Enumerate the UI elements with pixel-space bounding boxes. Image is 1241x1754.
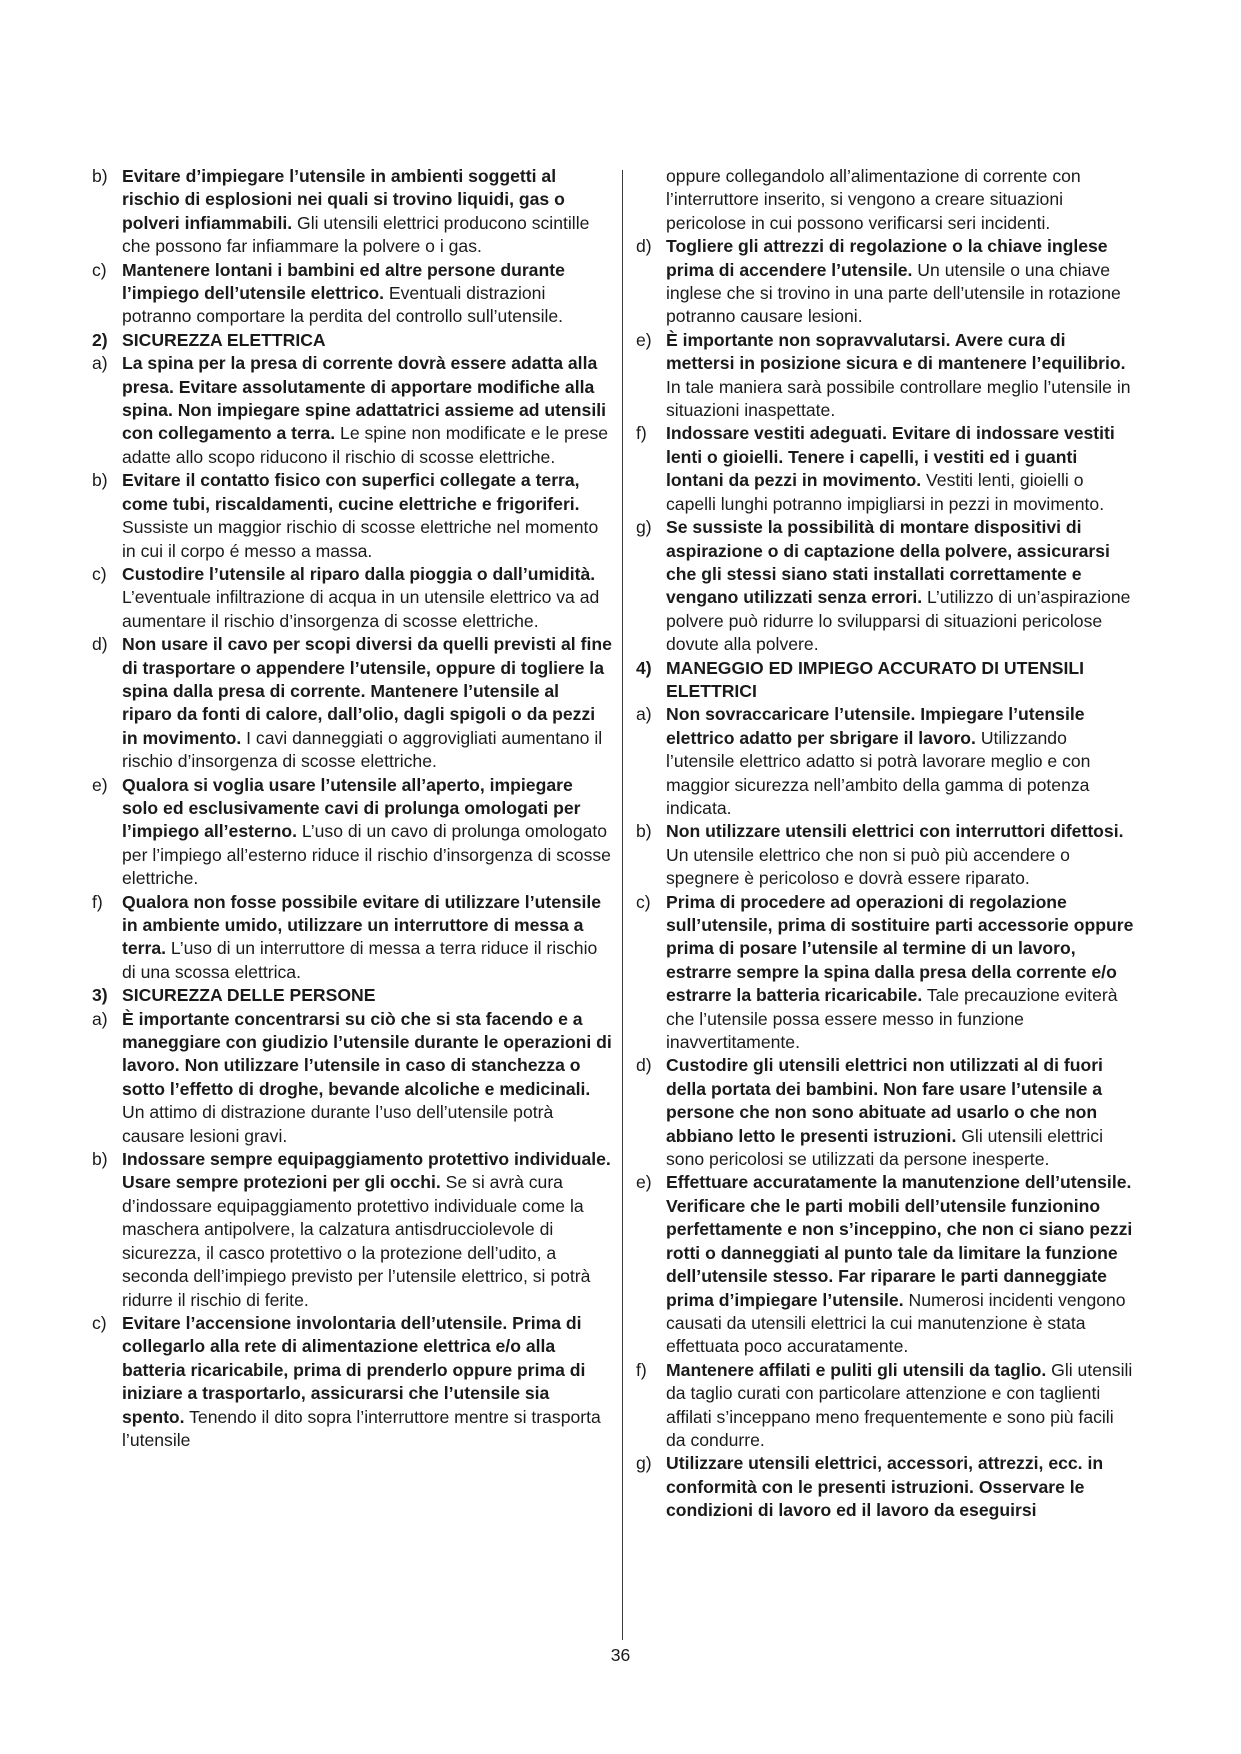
section-heading [92, 329, 612, 352]
list-item [92, 1312, 612, 1452]
item-marker: a) [92, 1008, 108, 1029]
list-item [636, 1054, 1136, 1171]
explanation-text: In tale maniera sarà possibile controllare meglio l’utensile in situazioni inaspettate. [666, 376, 1131, 421]
instruction-bold: Evitare d’impiegare l’utensile in ambienti soggetti al rischio di esplosioni nei quali si trovino liquidi, gas o polveri infiammabili. [122, 166, 565, 233]
explanation-text: Sussiste un maggior rischio di scosse elettriche nel momento in cui il corpo é messo a massa. [122, 517, 599, 561]
section-heading [92, 984, 612, 1007]
item-marker: b) [92, 1149, 108, 1170]
explanation-text: Gli utensili da taglio curati con particolare attenzione e con taglienti affilati s’inceppano meno frequentemente e sono più facili da condurre. [666, 1359, 1133, 1450]
instruction-bold: È importante non sopravvalutarsi. Avere cura di mettersi in posizione sicura e di mantenere l’equilibrio. [666, 329, 1126, 374]
list-item [92, 563, 612, 633]
instruction-bold: SICUREZZA DELLE PERSONE [122, 985, 376, 1006]
item-marker: c) [92, 259, 107, 280]
item-marker: f) [636, 1359, 647, 1380]
item-marker: e) [92, 774, 108, 795]
instruction-bold: Mantenere lontani i bambini ed altre persone durante l’impiego dell’utensile elettrico. [122, 259, 565, 304]
instruction-bold: Non utilizzare utensili elettrici con interruttori difettosi. [666, 821, 1124, 842]
instruction-bold: Evitare l’accensione involontaria dell’utensile. Prima di collegarlo alla rete di alimentazione elettrica e/o alla batteria ricaricabile, prima di prenderlo oppure prima di iniziare a trasportarlo, assicurarsi che l’utensile sia spento. [122, 1312, 586, 1427]
continued-paragraph [636, 165, 1136, 235]
explanation-text: Vestiti lenti, gioielli o capelli lunghi potranno impigliarsi in pezzi in movimento. [666, 470, 1105, 514]
item-marker: g) [636, 1453, 652, 1474]
instruction-bold: Qualora non fosse possibile evitare di utilizzare l’utensile in ambiente umido, utilizzare un interruttore di messa a terra. [122, 891, 602, 959]
list-item [92, 774, 612, 891]
instruction-bold: SICUREZZA ELETTRICA [122, 329, 326, 350]
instruction-bold: Utilizzare utensili elettrici, accessori, attrezzi, ecc. in conformità con le presenti istruzioni. Osservare le condizioni di lavoro ed il lavoro da eseguirsi [666, 1453, 1104, 1521]
explanation-text: L’utilizzo di un’aspirazione polvere può ridurre lo svilupparsi di situazioni pericolose dovute alla polvere. [666, 587, 1131, 655]
item-marker: d) [636, 1055, 652, 1076]
item-marker: b) [636, 821, 652, 842]
instruction-bold: Togliere gli attrezzi di regolazione o la chiave inglese prima di accendere l’utensile. [666, 236, 1108, 280]
list-item [636, 703, 1136, 820]
instruction-bold: Non sovraccaricare l’utensile. Impiegare l’utensile elettrico adatto per sbrigare il lavoro. [666, 704, 1085, 748]
list-item [636, 329, 1136, 423]
explanation-text: Numerosi incidenti vengono causati da utensili elettrici la cui manutenzione è stata effettuata poco accuratamente. [666, 1289, 1126, 1357]
instruction-bold: Custodire l’utensile al riparo dalla pioggia o dall’umidità. [122, 563, 596, 584]
explanation-text: Un utensile o una chiave inglese che si trovino in una parte dell’utensile in rotazione potranno causare lesioni. [666, 259, 1121, 327]
explanation-text: Gli utensili elettrici sono pericolosi se utilizzati da persone inesperte. [666, 1125, 1104, 1170]
instruction-bold: La spina per la presa di corrente dovrà essere adatta alla presa. Evitare assolutamente di apportare modifiche alla spina. Non impiegare spine adattatrici assieme ad utensili con collegamento a terra. [122, 353, 606, 444]
instruction-bold: Custodire gli utensili elettrici non utilizzati al di fuori della portata dei bambini. Non fare usare l’utensile a persone che non sono abituate ad usarlo o che non abbiano letto le presenti istruzioni. [666, 1055, 1103, 1146]
instruction-bold: Se sussiste la possibilità di montare dispositivi di aspirazione o di captazione della polvere, assicurarsi che gli stessi siano stati installati correttamente e vengano utilizzati senza errori. [666, 517, 1110, 608]
item-marker: 2) [92, 329, 108, 350]
column-divider [622, 170, 623, 1640]
instruction-bold: Indossare vestiti adeguati. Evitare di indossare vestiti lenti o gioielli. Tenere i capelli, i vestiti ed i guanti lontani da pezzi in movimento. [666, 423, 1115, 491]
explanation-text: I cavi danneggiati o aggrovigliati aumentano il rischio d’insorgenza di scosse elettriche. [122, 727, 603, 772]
explanation-text: Un attimo di distrazione durante l’uso dell’utensile potrà causare lesioni gravi. [122, 1102, 554, 1146]
item-marker: e) [636, 329, 652, 350]
right-column [636, 165, 1136, 1523]
item-marker: c) [92, 1312, 107, 1333]
list-item [92, 1148, 612, 1312]
instruction-bold: Mantenere affilati e puliti gli utensili da taglio. [666, 1359, 1047, 1380]
list-item [92, 259, 612, 329]
item-marker: a) [636, 704, 652, 725]
list-item [636, 422, 1136, 516]
item-marker: f) [92, 891, 103, 912]
explanation-text: Tenendo il dito sopra l’interruttore mentre si trasporta l’utensile [122, 1406, 601, 1450]
instruction-bold: È importante concentrarsi su ciò che si sta facendo e a maneggiare con giudizio l’utensile durante le operazioni di lavoro. Non utilizzare l’utensile in caso di stanchezza o sotto l’effetto di droghe, bevande alcoliche e medicinali. [122, 1008, 612, 1099]
instruction-bold: Prima di procedere ad operazioni di regolazione sull’utensile, prima di sostituire parti accessorie oppure prima di posare l’utensile al termine di un lavoro, estrarre sempre la spina dalla presa della corrente e/o estrarre la batteria ricaricabile. [666, 891, 1134, 1006]
page-number: 36 [610, 1645, 631, 1665]
list-item [92, 165, 612, 259]
list-item [92, 352, 612, 469]
explanation-text: oppure collegandolo all’alimentazione di corrente con l’interruttore inserito, si vengono a creare situazioni pericolose in cui possono verificarsi seri incidenti. [666, 166, 1081, 233]
explanation-text: Tale precauzione eviterà che l’utensile possa essere messo in funzione inavvertitamente. [666, 985, 1118, 1053]
instruction-bold: Non usare il cavo per scopi diversi da quelli previsti al fine di trasportare o appendere l’utensile, oppure di togliere la spina dalla presa di corrente. Mantenere l’utensile al riparo da fonti di calore, dall’olio, dagli spigoli o da pezzi in movimento. [122, 634, 612, 748]
item-marker: e) [636, 1172, 652, 1193]
explanation-text: Gli utensili elettrici producono scintille che possono far infiammare la polvere o i gas. [122, 212, 590, 257]
list-item [92, 1008, 612, 1148]
instruction-bold: Evitare il contatto fisico con superfici collegate a terra, come tubi, riscaldamenti, cucine elettriche e frigoriferi. [122, 470, 580, 514]
explanation-text: Se si avrà cura d’indossare equipaggiamento protettivo individuale come la maschera antipolvere, la calzatura antisdrucciolevole di sicurezza, il casco protettivo o la protezione dell’udito, a seconda dell’impiego previsto per l’utensile elettrico, si potrà ridurre il rischio di ferite. [122, 1172, 591, 1310]
item-marker: g) [636, 517, 652, 538]
list-item [636, 1359, 1136, 1453]
item-marker: b) [92, 166, 108, 186]
item-marker: d) [636, 236, 652, 257]
list-item [92, 469, 612, 563]
item-marker: a) [92, 353, 108, 374]
explanation-text: Eventuali distrazioni potranno comportare la perdita del controllo sull’utensile. [122, 283, 564, 327]
item-marker: c) [636, 891, 651, 912]
list-item [636, 891, 1136, 1055]
instruction-bold: Qualora si voglia usare l’utensile all’aperto, impiegare solo ed esclusivamente cavi di prolunga omologati per l’impiego all’esterno. [122, 774, 581, 842]
list-item [92, 891, 612, 985]
section-heading [636, 657, 1136, 704]
list-item [636, 1452, 1136, 1522]
explanation-text: L’uso di un cavo di prolunga omologato per l’impiego all’esterno riduce il rischio d’insorgenza di scosse elettriche. [122, 821, 611, 889]
list-item [636, 516, 1136, 656]
item-marker: 4) [636, 657, 652, 678]
list-item [92, 633, 612, 773]
item-marker: f) [636, 423, 647, 444]
explanation-text: Le spine non modificate e le prese adatte allo scopo riducono il rischio di scosse elettriche. [122, 423, 609, 467]
item-marker: c) [92, 563, 107, 584]
list-item [636, 820, 1136, 890]
explanation-text: Un utensile elettrico che non si può più accendere o spegnere è pericoloso e dovrà essere riparato. [666, 844, 1070, 889]
item-marker: d) [92, 634, 108, 655]
instruction-bold: Effettuare accuratamente la manutenzione dell’utensile. Verificare che le parti mobili dell’utensile funzionino perfettamente e non s’inceppino, che non ci siano pezzi rotti o danneggiati al punto tale da limitare la funzione dell’utensile stesso. Far riparare le parti danneggiate prima d’impiegare l’utensile. [666, 1172, 1133, 1310]
list-item [636, 235, 1136, 329]
explanation-text: L’uso di un interruttore di messa a terra riduce il rischio di una scossa elettrica. [122, 938, 598, 982]
list-item [636, 1171, 1136, 1358]
explanation-text: L’eventuale infiltrazione di acqua in un utensile elettrico va ad aumentare il rischio d’insorgenza di scosse elettriche. [122, 587, 600, 631]
item-marker: b) [92, 470, 108, 491]
left-column [92, 165, 612, 1452]
item-marker: 3) [92, 985, 108, 1006]
explanation-text: Utilizzando l’utensile elettrico adatto si potrà lavorare meglio e con maggior sicurezza nell’ambito della gamma di potenza indicata. [666, 727, 1091, 818]
instruction-bold: Indossare sempre equipaggiamento protettivo individuale. Usare sempre protezioni per gli occhi. [122, 1149, 611, 1193]
instruction-bold: MANEGGIO ED IMPIEGO ACCURATO DI UTENSILI ELETTRICI [666, 657, 1085, 701]
